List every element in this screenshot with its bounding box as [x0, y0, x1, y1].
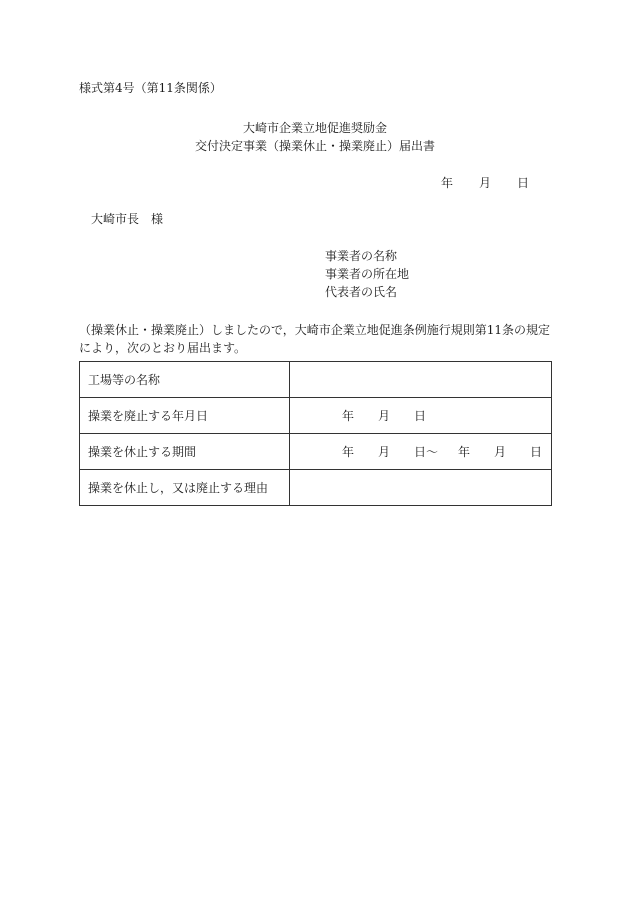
table-row — [80, 362, 552, 398]
document-title-line2: 交付決定事業（操業休止・操業廃止）届出書 — [194, 139, 435, 153]
notification-table — [79, 361, 552, 506]
reason-field[interactable] — [290, 470, 552, 506]
applicant-representative-label: 代表者の氏名 — [325, 285, 398, 299]
suspension-end-day: 日 — [530, 445, 543, 459]
closure-date-label: 操業を廃止する年月日 — [80, 398, 290, 434]
submission-date — [441, 175, 529, 191]
form-number: 様式第4号（第11条関係） — [79, 81, 222, 95]
document-title-line1: 大崎市企業立地促進奨励金 — [242, 121, 387, 135]
suspension-end-month: 月 — [494, 445, 507, 459]
table-row — [80, 398, 552, 434]
factory-name-field[interactable] — [290, 362, 552, 398]
table-row — [80, 470, 552, 506]
closure-date-field[interactable] — [290, 398, 552, 434]
suspension-start-year: 年 — [342, 445, 355, 459]
suspension-period-label: 操業を休止する期間 — [80, 434, 290, 470]
closure-day: 日 — [414, 409, 427, 423]
suspension-period-field[interactable] — [290, 434, 552, 470]
date-year: 年 — [441, 176, 454, 190]
suspension-end-year: 年 — [458, 445, 471, 459]
table-row — [80, 434, 552, 470]
applicant-address-label: 事業者の所在地 — [325, 267, 410, 281]
closure-year: 年 — [342, 409, 355, 423]
addressee: 大崎市長 様 — [91, 212, 164, 226]
body-text: （操業休止・操業廃止）しましたので，大崎市企業立地促進条例施行規則第11条の規定により，次のとおり届出ます。 — [79, 323, 551, 355]
date-month: 月 — [479, 176, 492, 190]
closure-month: 月 — [378, 409, 391, 423]
suspension-start-month: 月 — [378, 445, 391, 459]
reason-label: 操業を休止し，又は廃止する理由 — [80, 470, 290, 506]
factory-name-label: 工場等の名称 — [80, 362, 290, 398]
date-day: 日 — [517, 176, 530, 190]
suspension-start-day: 日～ — [414, 445, 439, 459]
applicant-name-label: 事業者の名称 — [325, 249, 398, 263]
